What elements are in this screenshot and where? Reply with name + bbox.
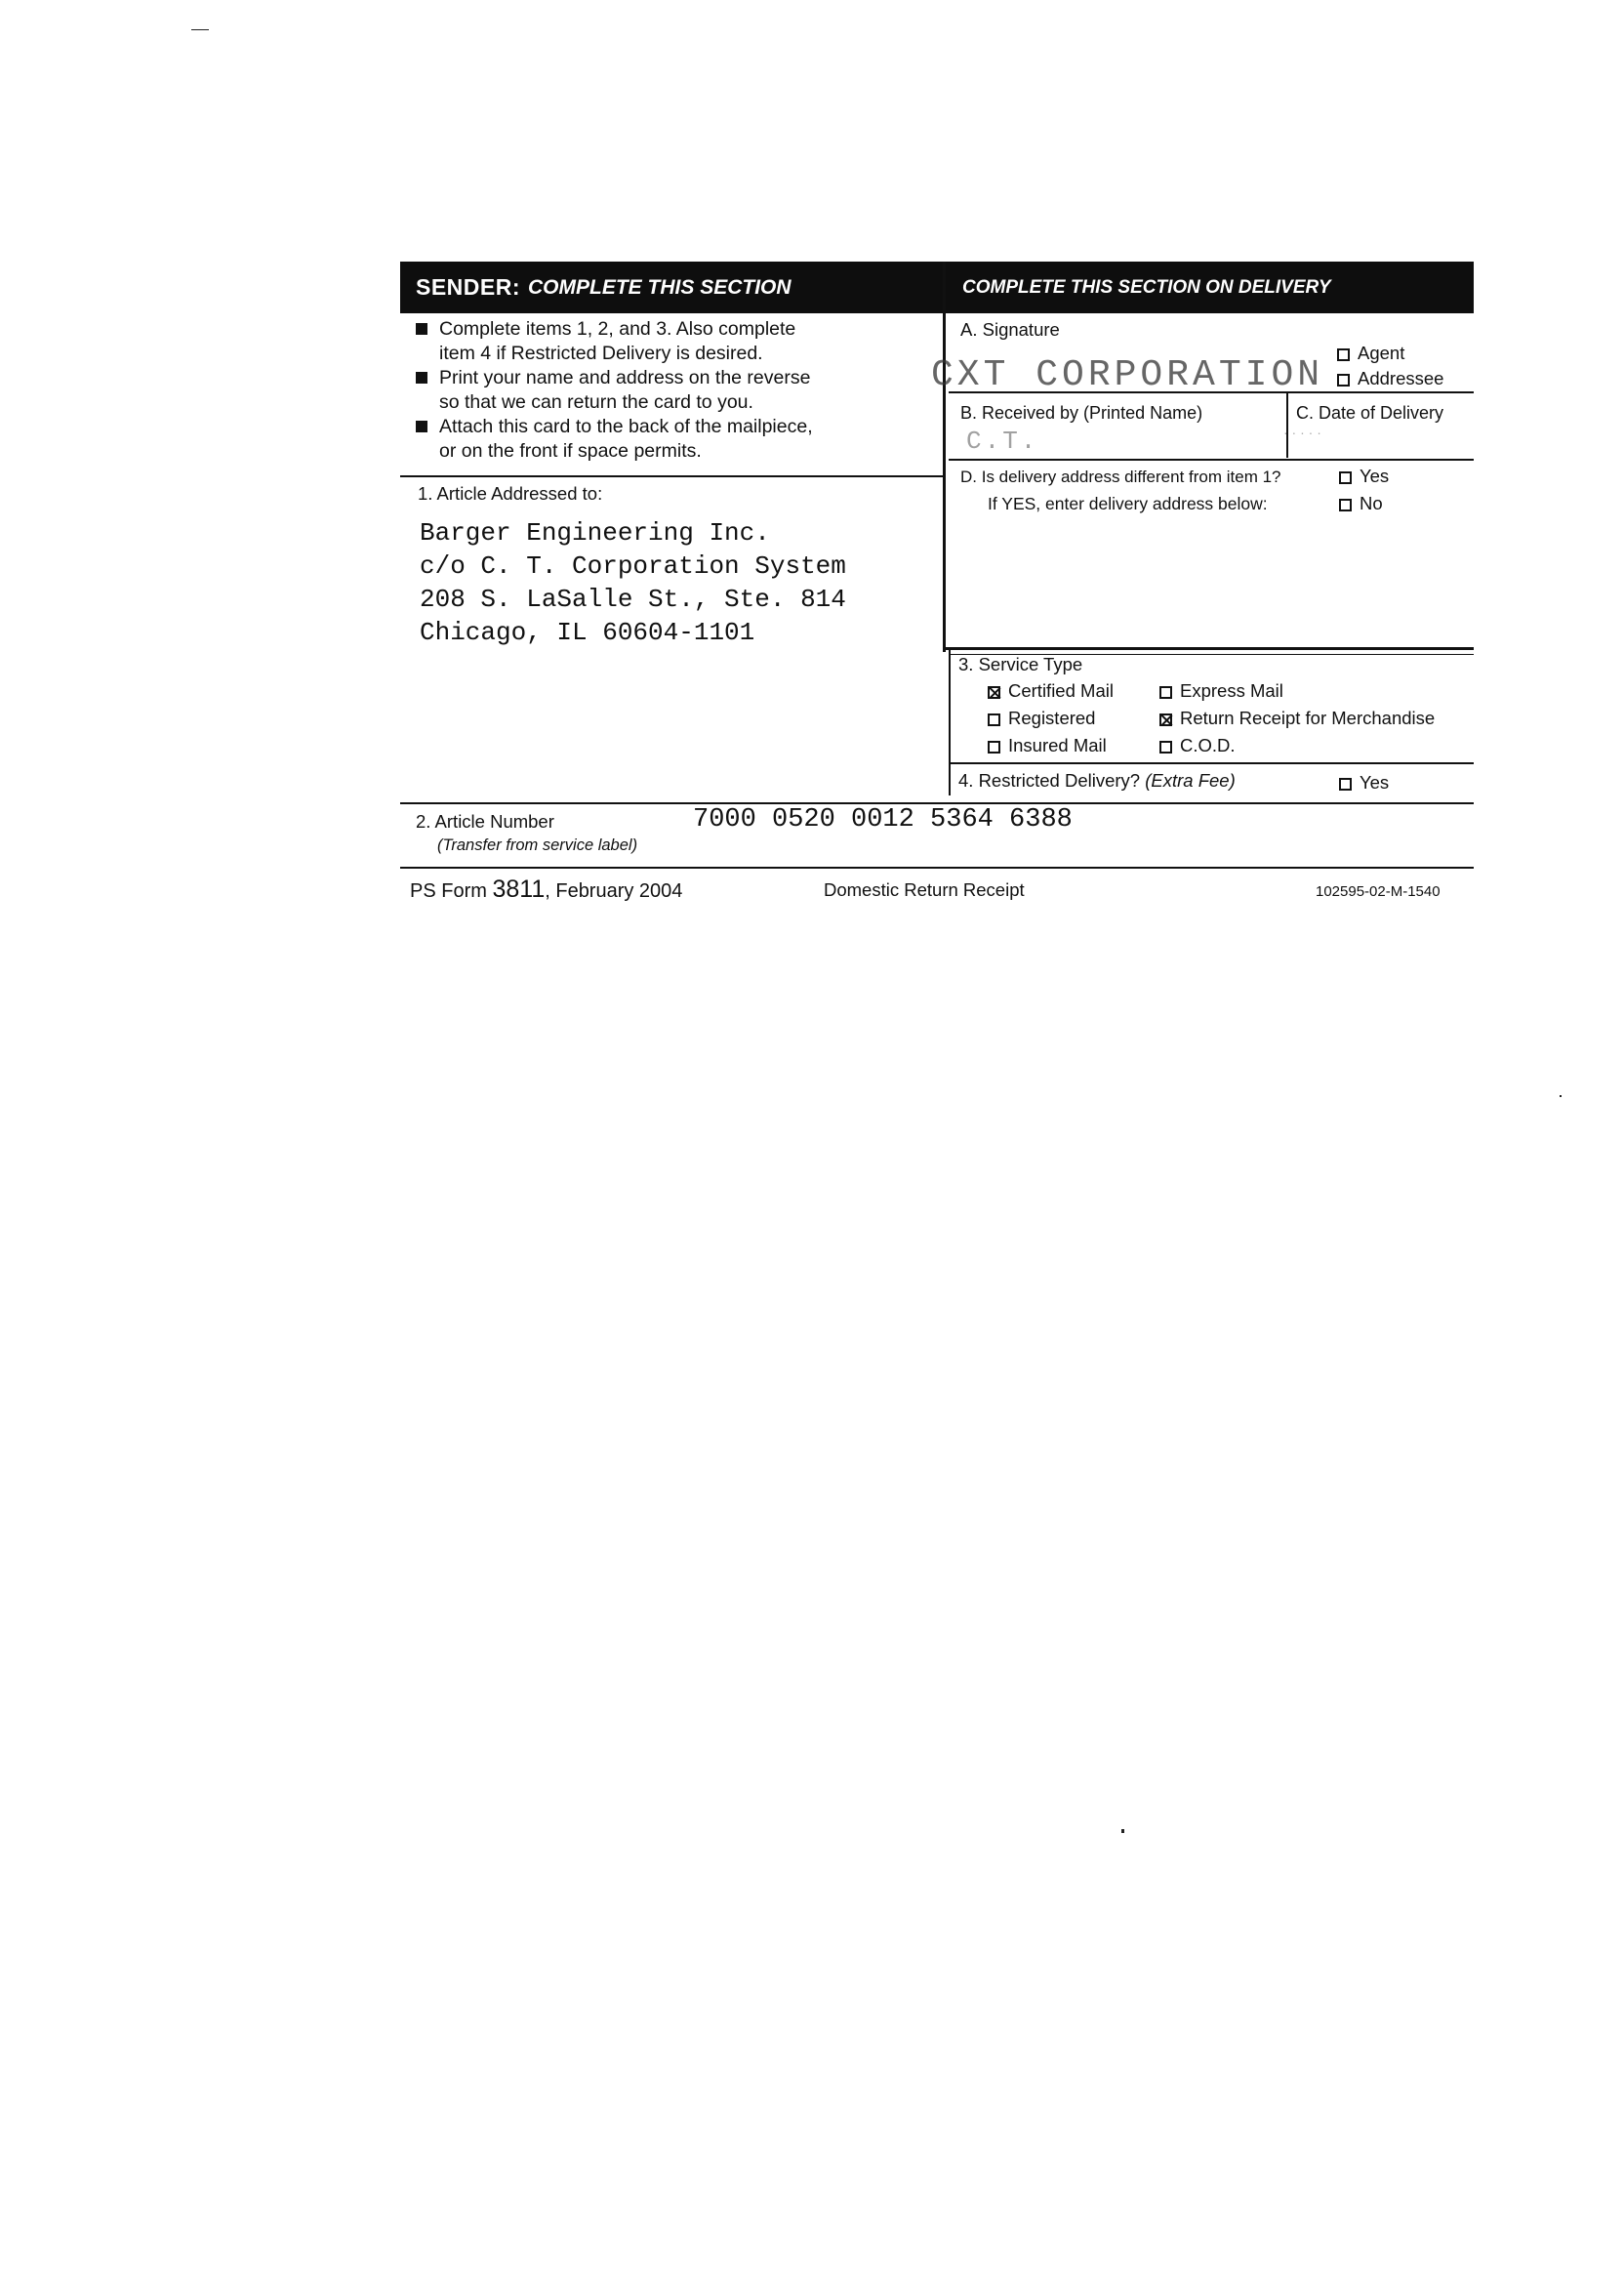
delivery-header-text: COMPLETE THIS SECTION ON DELIVERY (962, 276, 1331, 298)
recipient-address (420, 516, 846, 649)
insured-mail-label: Insured Mail (1008, 735, 1107, 755)
delivery-address-bottom-rule (943, 647, 1474, 650)
restricted-delivery-yes-checkbox[interactable] (1339, 772, 1389, 794)
sender-header-italic: COMPLETE THIS SECTION (528, 275, 792, 299)
delivery-address-no-checkbox[interactable] (1339, 493, 1383, 514)
scan-speck (1560, 1095, 1562, 1097)
checkbox-icon[interactable] (988, 741, 1000, 754)
insured-mail-option[interactable] (988, 735, 1107, 756)
cod-label: C.O.D. (1180, 735, 1236, 755)
return-receipt-card (400, 259, 1474, 913)
instruction-line: Print your name and address on the reverse (439, 367, 811, 388)
received-by-label: B. Received by (Printed Name) (960, 403, 1203, 423)
checked-checkbox-icon[interactable] (1159, 713, 1172, 726)
restricted-bottom-rule (400, 802, 1474, 804)
bullet-square-icon (416, 421, 427, 432)
return-receipt-label: Return Receipt for Merchandise (1180, 708, 1436, 728)
addressee-label: Addressee (1358, 368, 1444, 388)
service-bottom-rule (949, 762, 1474, 764)
instruction-line: item 4 if Restricted Delivery is desired. (439, 343, 763, 364)
agent-checkbox[interactable] (1337, 343, 1404, 364)
delivery-address-box-left (943, 473, 946, 649)
received-bottom-rule (949, 459, 1474, 461)
restricted-delivery-text: 4. Restricted Delivery? (958, 770, 1141, 791)
instruction-item (416, 317, 923, 366)
address-line: c/o C. T. Corporation System (420, 551, 846, 581)
instruction-line: Complete items 1, 2, and 3. Also complete (439, 318, 796, 340)
article-number-label: 2. Article Number (416, 811, 554, 832)
form-title: Domestic Return Receipt (824, 879, 1025, 900)
checkbox-icon[interactable] (1339, 778, 1352, 791)
service-type-label: 3. Service Type (958, 654, 1083, 674)
checkbox-icon[interactable] (1339, 499, 1352, 511)
delivery-address-instruction: If YES, enter delivery address below: (988, 494, 1268, 513)
instruction-line: Attach this card to the back of the mailpiece, (439, 416, 813, 437)
form-number: 3811 (492, 876, 546, 903)
article-number-bottom-rule (400, 867, 1474, 869)
center-divider-lower (949, 649, 951, 795)
sender-section-header (400, 262, 943, 313)
instruction-line: so that we can return the card to you. (439, 391, 753, 413)
instruction-item (416, 366, 923, 415)
checkbox-icon[interactable] (1337, 374, 1350, 387)
address-line: 208 S. LaSalle St., Ste. 814 (420, 585, 846, 614)
delivery-address-question: D. Is delivery address different from item 1? (960, 468, 1281, 486)
registered-label: Registered (1008, 708, 1096, 728)
checkbox-icon[interactable] (1159, 686, 1172, 699)
checkbox-icon[interactable] (988, 713, 1000, 726)
checkbox-icon[interactable] (1337, 348, 1350, 361)
checkbox-icon[interactable] (1339, 471, 1352, 484)
certified-mail-option[interactable] (988, 680, 1114, 702)
express-mail-option[interactable] (1159, 680, 1283, 702)
express-mail-label: Express Mail (1180, 680, 1283, 701)
bullet-square-icon (416, 372, 427, 384)
checkbox-icon[interactable] (1159, 741, 1172, 754)
instruction-item (416, 415, 923, 464)
bullet-square-icon (416, 323, 427, 335)
restricted-delivery-label (958, 770, 1236, 792)
checked-checkbox-icon[interactable] (988, 686, 1000, 699)
form-date: , February 2004 (545, 880, 683, 902)
instructions-bottom-rule (400, 475, 943, 477)
certified-mail-label: Certified Mail (1008, 680, 1114, 701)
article-number-value: 7000 0520 0012 5364 6388 (693, 805, 1073, 835)
form-prefix: PS Form (410, 880, 487, 902)
scan-speck (1121, 1829, 1124, 1833)
delivery-section-header (943, 262, 1474, 313)
return-receipt-option[interactable] (1159, 708, 1435, 729)
date-smudge: · · · · · (1283, 425, 1321, 440)
no-label: No (1360, 493, 1383, 513)
cod-option[interactable] (1159, 735, 1236, 756)
received-by-stamp: C.T. (966, 427, 1039, 456)
yes-label: Yes (1360, 772, 1390, 793)
address-line: Chicago, IL 60604-1101 (420, 618, 755, 647)
sender-header-bold: SENDER: (416, 274, 521, 300)
agent-label: Agent (1358, 343, 1405, 363)
signature-stamp: CXT CORPORATION (931, 354, 1324, 396)
registered-option[interactable] (988, 708, 1095, 729)
yes-label: Yes (1360, 466, 1390, 486)
sender-instructions (416, 317, 923, 464)
address-line: Barger Engineering Inc. (420, 518, 770, 548)
form-identifier (410, 876, 682, 904)
delivery-address-yes-checkbox[interactable] (1339, 466, 1389, 487)
article-number-sublabel: (Transfer from service label) (437, 836, 638, 854)
extra-fee-text: (Extra Fee) (1145, 770, 1236, 791)
addressee-checkbox[interactable] (1337, 368, 1443, 389)
form-code: 102595-02-M-1540 (1316, 883, 1441, 900)
article-addressed-label: 1. Article Addressed to: (418, 483, 603, 504)
scan-speck (191, 29, 209, 30)
signature-label: A. Signature (960, 319, 1060, 340)
date-of-delivery-label: C. Date of Delivery (1296, 403, 1444, 423)
instruction-line: or on the front if space permits. (439, 440, 702, 462)
